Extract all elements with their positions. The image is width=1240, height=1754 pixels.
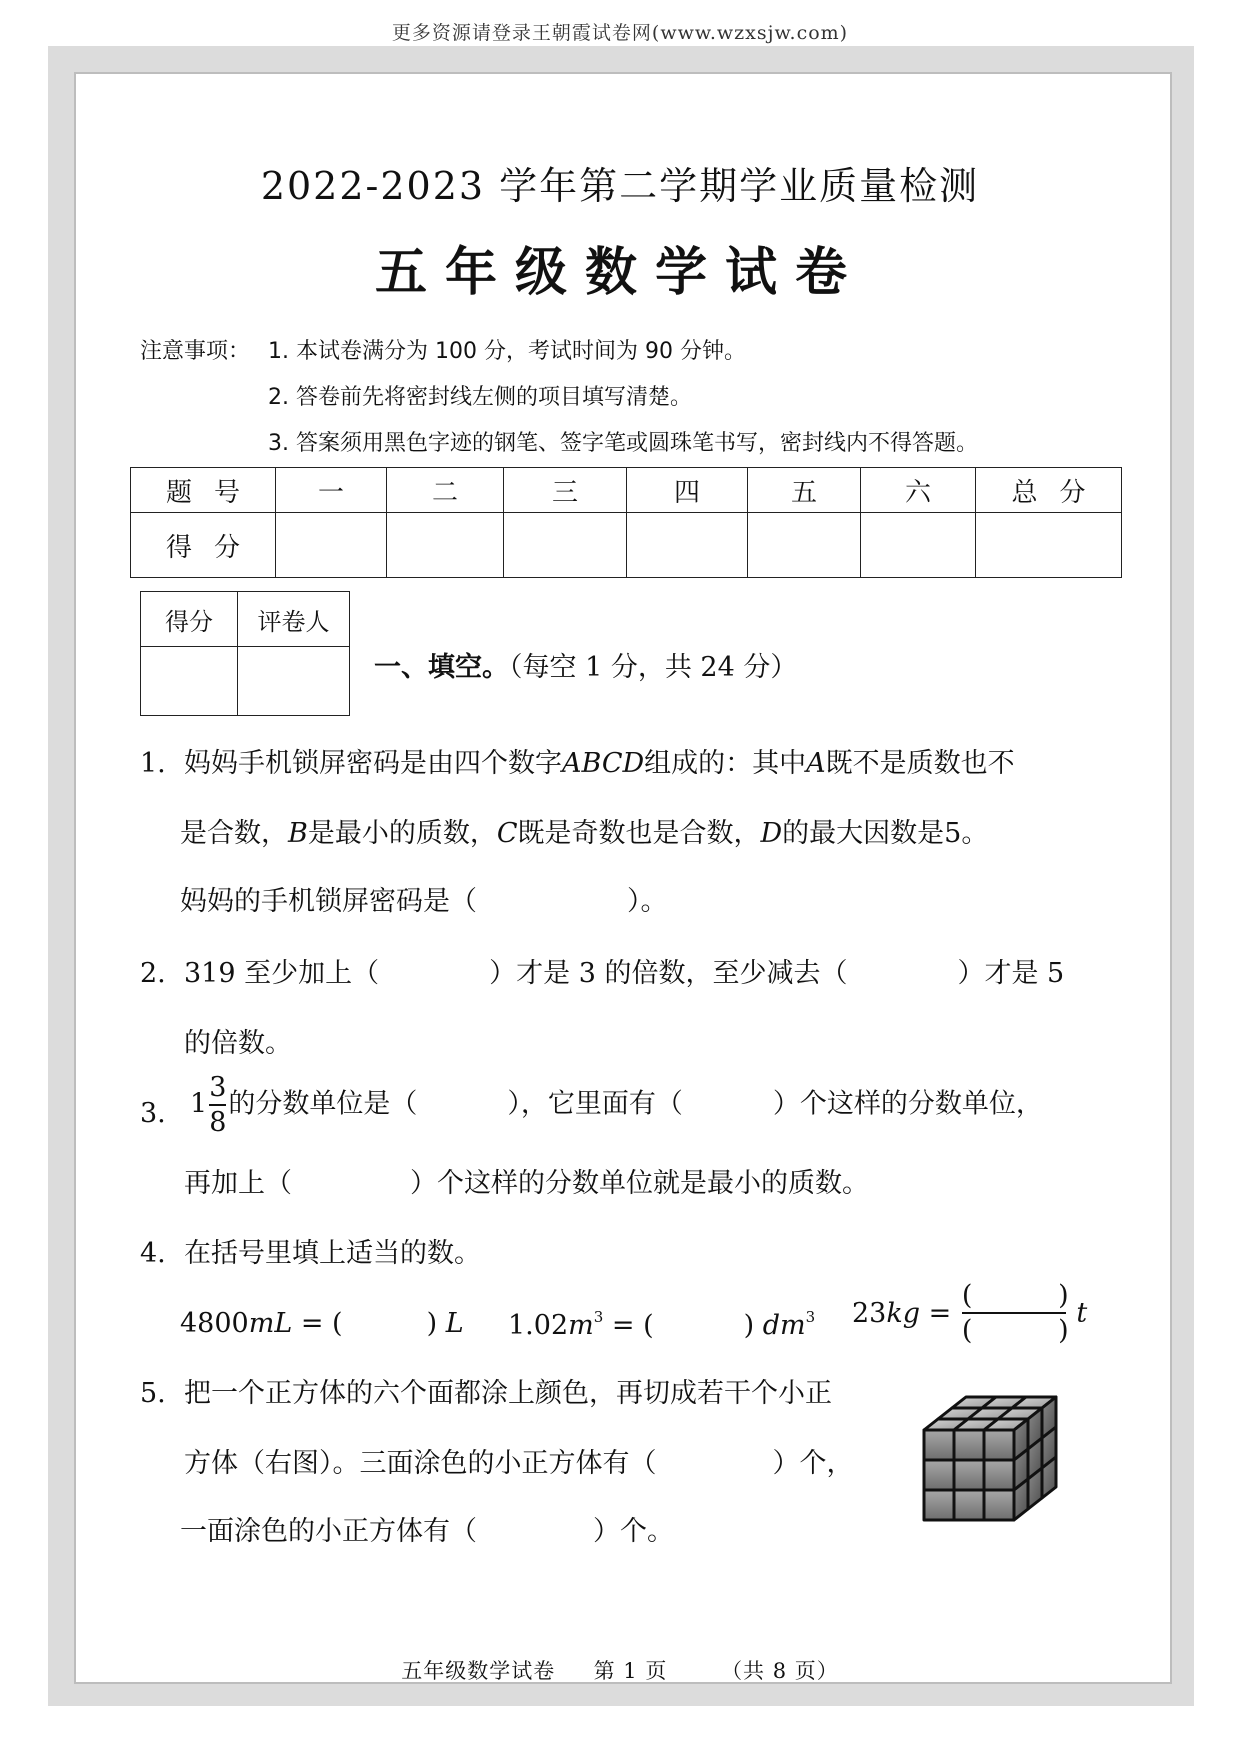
question-4-line-1: 在括号里填上适当的数。 — [184, 1238, 481, 1269]
score-column-header: 四 — [627, 468, 748, 513]
score-row-label: 得分 — [131, 513, 276, 578]
notice-item: 2. 答卷前先将密封线左侧的项目填写清楚。 — [268, 385, 692, 410]
question-2-line-1: 319 至少加上（ ）才是 3 的倍数，至少减去（ ）才是 5 — [184, 958, 1065, 989]
unit-conversion-1: 4800mL = ( ) L — [180, 1308, 464, 1339]
score-table — [130, 467, 1122, 578]
exam-subtitle: 2022-2023 学年第二学期学业质量检测 — [260, 164, 980, 208]
score-column-header: 三 — [504, 468, 627, 513]
question-number: 1. — [140, 748, 166, 779]
cube-cell — [984, 1460, 1014, 1490]
unit-conversion-2: $1.02m^3$ = ( ) $dm^3$ — [508, 1308, 816, 1341]
answer-fraction[interactable]: $\frac{( )}{( )}$ — [961, 1280, 1069, 1346]
cube-cell — [954, 1490, 984, 1520]
mixed-number-whole: 1 — [190, 1088, 208, 1120]
grader-score-cell[interactable] — [141, 647, 238, 716]
cube-illustration — [918, 1392, 1078, 1552]
score-cell[interactable] — [276, 513, 387, 578]
cube-cell — [924, 1430, 954, 1460]
section-note: （每空 1 分，共 24 分） — [509, 652, 798, 683]
score-column-header: 二 — [387, 468, 504, 513]
score-cell[interactable] — [627, 513, 748, 578]
section-heading: 一、填空。（每空 1 分，共 24 分） — [374, 652, 798, 683]
score-cell[interactable] — [748, 513, 861, 578]
total-score-header: 总分 — [976, 468, 1122, 513]
question-1-line-1: 妈妈手机锁屏密码是由四个数字ABCD组成的：其中A既不是质数也不 — [184, 748, 1015, 779]
footer-paper-name: 五年级数学试卷 — [401, 1659, 556, 1683]
question-2-line-2: 的倍数。 — [184, 1028, 292, 1059]
score-column-header: 六 — [861, 468, 976, 513]
score-cell[interactable] — [861, 513, 976, 578]
cube-cell — [954, 1430, 984, 1460]
mixed-number-fraction: $\frac{3}{8}$ — [209, 1072, 227, 1138]
watermark-text: 更多资源请登录王朝霞试卷网(www.wzxsjw.com) — [391, 22, 849, 44]
cube-cell — [954, 1460, 984, 1490]
notice-label: 注意事项： — [140, 339, 251, 364]
grader-score-label: 得分 — [141, 592, 238, 647]
notice-item: 3. 答案须用黑色字迹的钢笔、签字笔或圆珠笔书写，密封线内不得答题。 — [268, 431, 978, 456]
cube-cell — [924, 1490, 954, 1520]
question-1-line-2: 是合数，B是最小的质数，C既是奇数也是合数，D的最大因数是5。 — [180, 818, 989, 849]
total-score-cell[interactable] — [976, 513, 1122, 578]
footer-total: （共 8 页） — [721, 1659, 839, 1683]
question-3-line-1: 1 $\frac{3}{8}$ 的分数单位是（ ），它里面有（ ）个这样的分数单位， — [190, 1072, 1043, 1138]
unit-conversion-3: 23kg = $\frac{( )}{( )}$ t — [852, 1280, 1088, 1346]
question-5-line-3: 一面涂色的小正方体有（ ）个。 — [180, 1516, 674, 1547]
grader-table — [140, 591, 350, 716]
question-number: 2. — [140, 958, 166, 989]
notice-item: 1. 本试卷满分为 100 分，考试时间为 90 分钟。 — [268, 339, 746, 364]
question-number: 5. — [140, 1378, 166, 1409]
cube-cell — [984, 1490, 1014, 1520]
score-column-header: 一 — [276, 468, 387, 513]
cube-cell — [924, 1460, 954, 1490]
score-column-header: 五 — [748, 468, 861, 513]
question-number-header: 题号 — [131, 468, 276, 513]
question-1-line-3: 妈妈的手机锁屏密码是（ ）。 — [180, 886, 668, 917]
question-number: 3. — [140, 1098, 166, 1129]
grader-name-label: 评卷人 — [238, 592, 350, 647]
exam-title: 五年级数学试卷 — [374, 243, 865, 303]
page-footer — [0, 1655, 1240, 1685]
score-cell[interactable] — [387, 513, 504, 578]
cube-cell — [984, 1430, 1014, 1460]
question-3-line-2: 再加上（ ）个这样的分数单位就是最小的质数。 — [184, 1168, 869, 1199]
question-5-line-2: 方体（右图）。三面涂色的小正方体有（ ）个， — [184, 1448, 854, 1479]
score-cell[interactable] — [504, 513, 627, 578]
question-5-line-1: 把一个正方体的六个面都涂上颜色，再切成若干个小正 — [184, 1378, 832, 1409]
grader-name-cell[interactable] — [238, 647, 350, 716]
question-number: 4. — [140, 1238, 166, 1269]
footer-page: 第 1 页 — [593, 1659, 668, 1683]
